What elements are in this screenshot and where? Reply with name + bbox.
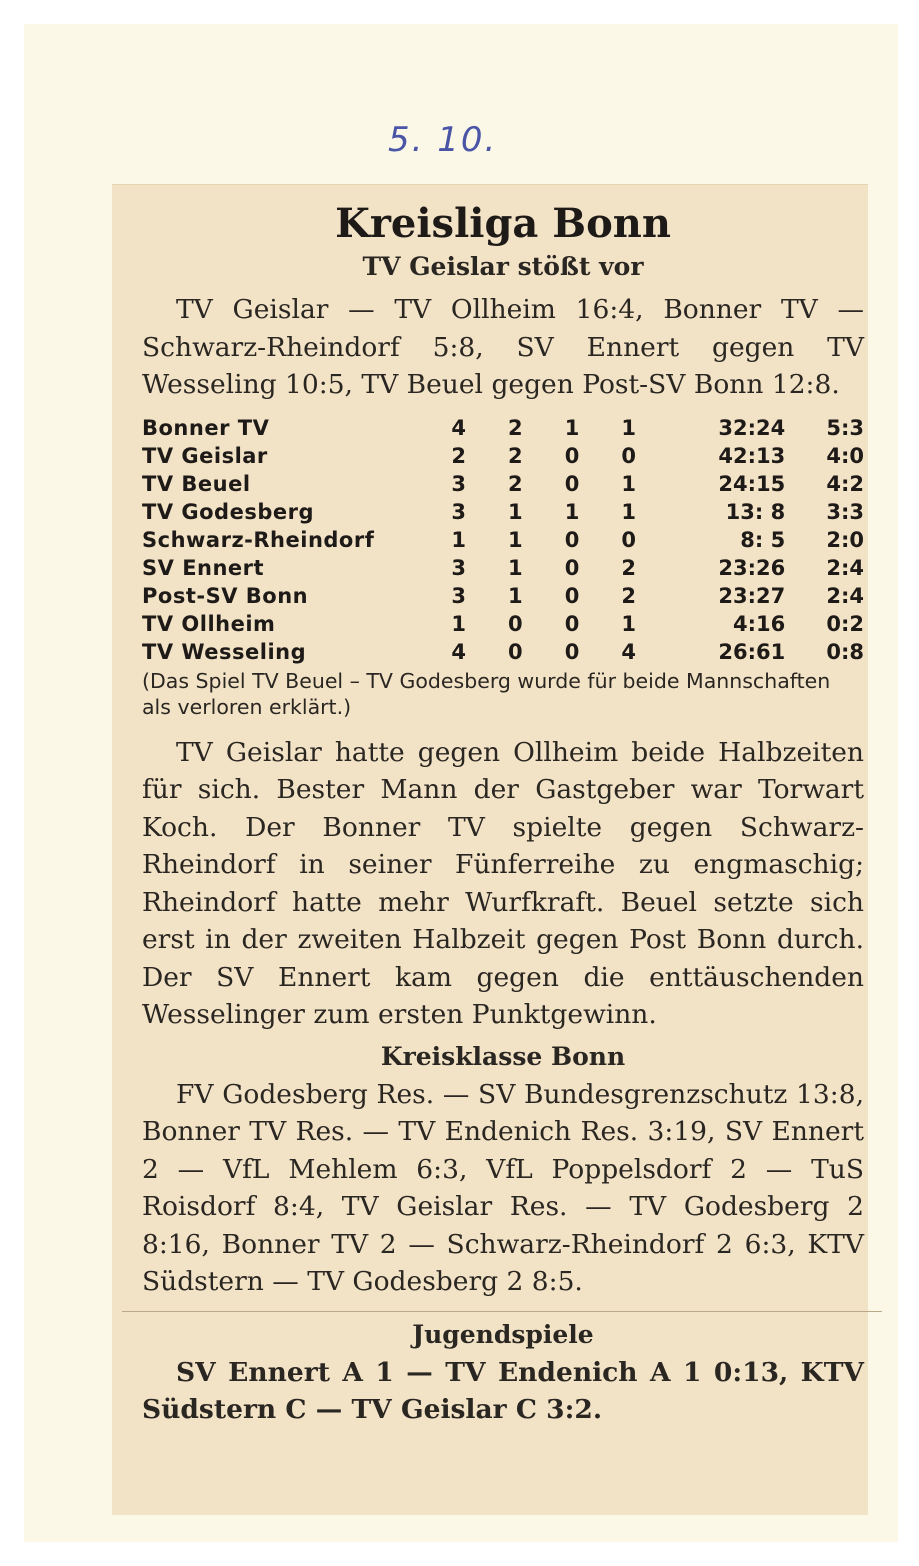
standings-points: 5:3 — [826, 415, 864, 440]
standings-played: 3 — [451, 471, 466, 496]
standings-drawn: 0 — [564, 639, 580, 664]
standings-played: 3 — [451, 583, 466, 608]
match-report: TV Geislar hatte gegen Ollheim beide Halbzeiten für sich. Bester Mann der Gastgeber war Torwart Koch. Der Bonner TV spielte gegen Schwarz-Rheindorf in seiner Fünferreihe zu engmaschig; Rheindorf hatte mehr Wurfkraft. Beuel setzte sich erst in der zweiten Halbzeit gegen Post Bonn durch. Der SV Ennert kam gegen die enttäuschenden Wesselinger zum ersten Punktgewinn. — [142, 736, 864, 1030]
standings-team: TV Ollheim — [142, 611, 276, 636]
standings-team: Bonner TV — [142, 415, 270, 440]
standings-points: 2:0 — [826, 527, 864, 552]
standings-lost: 1 — [621, 499, 637, 524]
table-row — [142, 638, 864, 666]
table-row — [142, 498, 864, 526]
standings-won: 0 — [508, 639, 523, 664]
standings-goals: 42:13 — [718, 443, 786, 468]
table-row — [142, 610, 864, 638]
standings-goals: 26:61 — [718, 639, 786, 664]
clipping-content — [142, 199, 864, 1429]
table-row — [142, 554, 864, 582]
jugend-heading: Jugendspiele — [412, 1319, 594, 1349]
standings-won: 1 — [508, 583, 523, 608]
standings-team: Schwarz-Rheindorf — [142, 527, 375, 552]
standings-lost: 2 — [621, 583, 637, 608]
standings-goals: 24:15 — [718, 471, 786, 496]
standings-team: SV Ennert — [142, 555, 265, 580]
jugend-results: SV Ennert A 1 — TV Endenich A 1 0:13, KTV Südstern C — TV Geislar C 3:2. — [142, 1356, 864, 1425]
standings-team: TV Godesberg — [142, 499, 314, 524]
standings-points: 4:2 — [826, 471, 864, 496]
standings-won: 1 — [508, 555, 523, 580]
standings-won: 0 — [508, 611, 523, 636]
standings-lost: 1 — [621, 471, 637, 496]
standings-drawn: 1 — [564, 415, 580, 440]
standings-points: 2:4 — [826, 583, 864, 608]
table-row — [142, 470, 864, 498]
standings-drawn: 0 — [564, 471, 580, 496]
standings-drawn: 0 — [564, 611, 580, 636]
standings-won: 1 — [508, 499, 523, 524]
standings-won: 2 — [508, 471, 523, 496]
table-row — [142, 442, 864, 470]
standings-note: (Das Spiel TV Beuel – TV Godesberg wurde für beide Mannschaften als verloren erklärt.) — [142, 668, 831, 719]
table-row — [142, 526, 864, 554]
standings-team: TV Wesseling — [142, 639, 307, 664]
standings-lost: 0 — [621, 443, 637, 468]
newspaper-clipping — [112, 184, 868, 1515]
standings-won: 1 — [508, 527, 523, 552]
standings-team: Post-SV Bonn — [142, 583, 309, 608]
standings-goals: 13: 8 — [725, 499, 786, 524]
standings-drawn: 0 — [564, 583, 580, 608]
standings-lost: 0 — [621, 527, 637, 552]
standings-team: TV Geislar — [142, 443, 268, 468]
table-row — [142, 414, 864, 442]
standings-drawn: 0 — [564, 555, 580, 580]
standings-points: 4:0 — [826, 443, 864, 468]
standings-lost: 2 — [621, 555, 637, 580]
standings-goals: 32:24 — [718, 415, 786, 440]
standings-goals: 23:27 — [718, 583, 786, 608]
standings-played: 2 — [451, 443, 466, 468]
standings-lost: 1 — [621, 415, 637, 440]
headline: Kreisliga Bonn — [335, 200, 671, 247]
handwritten-date: 5. 10. — [388, 120, 498, 160]
subheadline: TV Geislar stößt vor — [362, 252, 644, 281]
standings-points: 2:4 — [826, 555, 864, 580]
table-row — [142, 582, 864, 610]
standings-played: 3 — [451, 555, 466, 580]
standings-goals: 4:16 — [732, 611, 786, 636]
standings-drawn: 0 — [564, 527, 580, 552]
standings-table — [142, 414, 864, 666]
standings-drawn: 0 — [564, 443, 580, 468]
standings-played: 4 — [451, 415, 466, 440]
kreisklasse-heading: Kreisklasse Bonn — [380, 1041, 626, 1071]
standings-played: 1 — [451, 527, 466, 552]
standings-played: 1 — [451, 611, 466, 636]
section-divider — [122, 1311, 882, 1312]
standings-points: 0:2 — [826, 611, 864, 636]
intro-results: TV Geislar — TV Ollheim 16:4, Bonner TV — Schwarz-Rheindorf 5:8, SV Ennert gegen TV Wesseling 10:5, TV Beuel gegen Post-SV Bonn 12:8. — [142, 294, 864, 400]
standings-played: 4 — [451, 639, 466, 664]
standings-drawn: 1 — [564, 499, 580, 524]
kreisklasse-results: FV Godesberg Res. — SV Bundesgrenzschutz 13:8, Bonner TV Res. — TV Endenich Res. 3:19, SV Ennert 2 — VfL Mehlem 6:3, VfL Poppelsdorf 2 — TuS Roisdorf 8:4, TV Geislar Res. — TV Godesberg 2 8:16, Bonner TV 2 — Schwarz-Rheindorf 2 6:3, KTV Südstern — TV Godesberg 2 8:5. — [142, 1078, 864, 1297]
standings-played: 3 — [451, 499, 466, 524]
standings-goals: 8: 5 — [740, 527, 786, 552]
standings-won: 2 — [508, 415, 523, 440]
standings-goals: 23:26 — [718, 555, 786, 580]
standings-points: 3:3 — [826, 499, 864, 524]
standings-won: 2 — [508, 443, 523, 468]
standings-points: 0:8 — [826, 639, 864, 664]
standings-lost: 4 — [621, 639, 637, 664]
standings-team: TV Beuel — [142, 471, 251, 496]
standings-lost: 1 — [621, 611, 637, 636]
